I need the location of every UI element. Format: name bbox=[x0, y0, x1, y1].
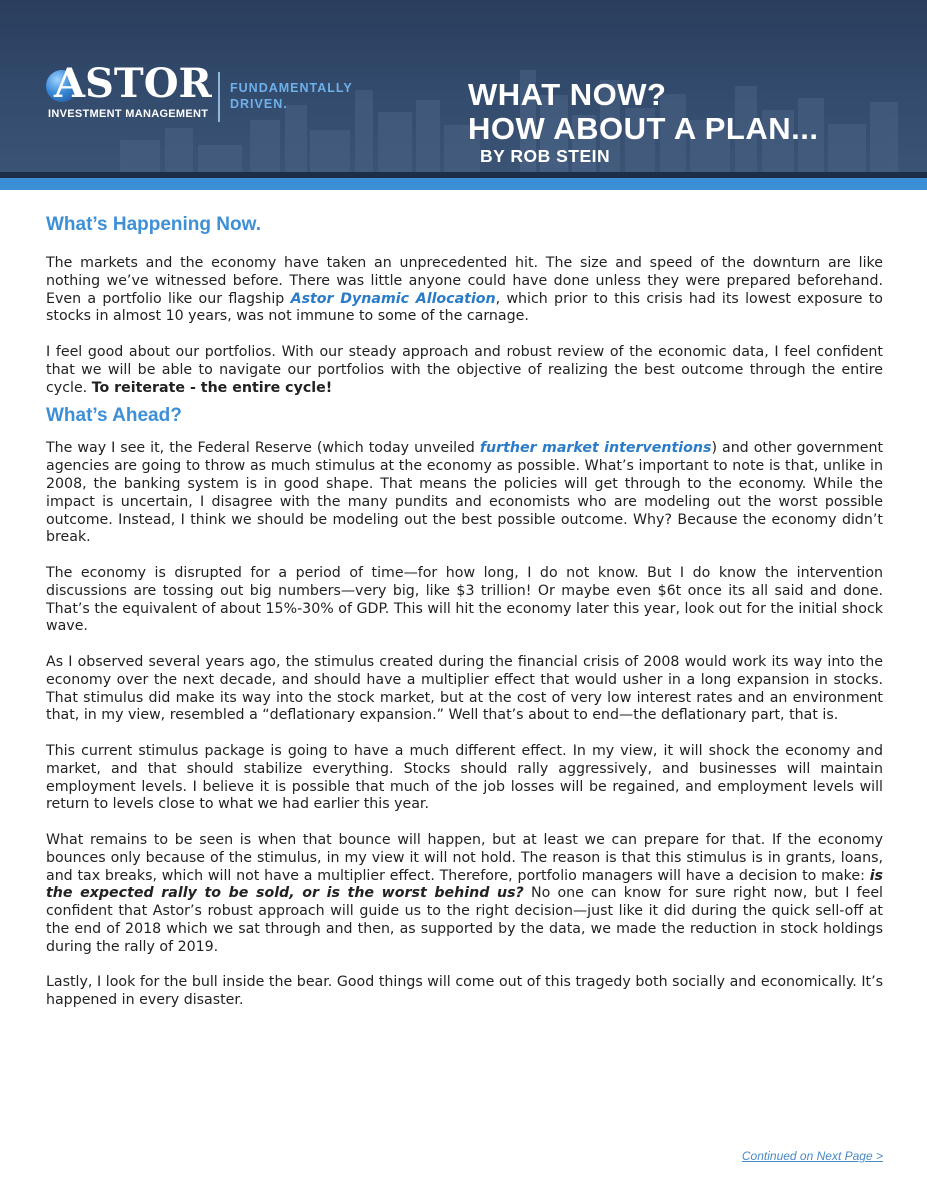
paragraph: As I observed several years ago, the stimulus created during the financial crisis of 2008 would work its way into the economy over the next decade, and should have a multiplier effect that would usher in a long expansion in stocks. That stimulus did make its way into the stock market, but at the cost of very low interest rates and an environment that, in my view, resembled a “deflationary expansion.” Well that’s about to end—the deflationary part, that is. bbox=[46, 653, 883, 724]
section-heading-happening-now: What’s Happening Now. bbox=[46, 214, 261, 235]
paragraph-text: No one can know for sure right now, but I feel confident that Astor’s robust approach will guide us to the right decision—just like it did during the quick sell-off at the end of 2018 which we sat through and then, as supported by the data, we made the reduction in stock holdings during the rally of 2019. bbox=[46, 885, 883, 955]
tagline-line-2: DRIVEN. bbox=[230, 97, 288, 111]
paragraph-text: I feel good about our portfolios. With our steady approach and robust review of the economic data, I feel confident that we will be able to navigate our portfolios with the objective of realizing the best outcome through the entire cycle. bbox=[46, 343, 883, 396]
logo-wordmark: ASTOR bbox=[54, 60, 212, 107]
header-divider-blue bbox=[0, 178, 927, 190]
header-banner bbox=[0, 0, 927, 190]
article-body bbox=[46, 212, 883, 1010]
paragraph-text: ) and other government agencies are going to throw as much stimulus at the economy as possible. What’s important to note is that, unlike in 2008, the banking system is in good shape. That means the policies will get through to the economy. While the impact is uncertain, I disagree with the many pundits and economists who are modeling out the worst possible outcome. Instead, I think we should be modeling out the best possible outcome. Why? Because the economy didn’t break. bbox=[46, 440, 884, 546]
paragraph-text: , which prior to this crisis had its lowest exposure to stocks in almost 10 years, was not immune to some of the carnage. bbox=[46, 290, 883, 325]
astor-dynamic-allocation-link[interactable]: Astor Dynamic Allocation bbox=[290, 290, 496, 307]
tagline bbox=[230, 80, 353, 112]
tagline-line-1: FUNDAMENTALLY bbox=[230, 81, 353, 95]
emphasis-text: is the expected rally to be sold, or is the worst behind us? bbox=[46, 867, 883, 902]
title-line-1: WHAT NOW? bbox=[468, 77, 667, 112]
paragraph bbox=[46, 440, 883, 547]
page-title bbox=[468, 78, 818, 146]
paragraph-text: The markets and the economy have taken an unprecedented hit. The size and speed of the downturn are like nothing we’ve witnessed before. There was little anyone could have done unless they were prepared beforehand. Even a portfolio like our flagship bbox=[46, 255, 883, 307]
paragraph bbox=[46, 832, 883, 957]
continued-next-page-link[interactable]: Continued on Next Page > bbox=[741, 1149, 883, 1163]
paragraph: This current stimulus package is going to have a much different effect. In my view, it will shock the economy and market, and that should stabilize everything. Stocks should rally aggressively, and businesses will maintain employment levels. I believe it is possible that much of the job losses will be regained, and employment levels will return to levels close to what we had earlier this year. bbox=[46, 742, 883, 813]
paragraph bbox=[46, 255, 883, 326]
logo-divider bbox=[218, 72, 220, 122]
section-heading-whats-ahead: What’s Ahead? bbox=[46, 405, 182, 427]
paragraph-text: What remains to be seen is when that bounce will happen, but at least we can prepare for that. If the economy bounces only because of the stimulus, in my view it will not hold. The reason is that this stimulus is in grants, loans, and tax breaks, which will not have a multiplier effect. Therefore, portfolio managers will have a decision to make: bbox=[46, 831, 883, 884]
logo-subtitle: INVESTMENT MANAGEMENT bbox=[48, 108, 209, 120]
title-line-2: HOW ABOUT A PLAN... bbox=[468, 111, 819, 146]
paragraph: The economy is disrupted for a period of time—for how long, I do not know. But I do know the intervention discussions are tossing out big numbers—very big, like $3 trillion! Or maybe even $6t once its all said and done. That’s the equivalent of about 15%-30% of GDP. This will hit the economy later this year, look out for the initial shock wave. bbox=[46, 564, 883, 635]
byline: BY ROB STEIN bbox=[480, 146, 611, 166]
emphasis-text: To reiterate - the entire cycle! bbox=[91, 379, 333, 396]
paragraph-text: The way I see it, the Federal Reserve (which today unveiled bbox=[46, 440, 480, 457]
further-market-interventions-link[interactable]: further market interventions bbox=[479, 440, 712, 457]
paragraph bbox=[46, 344, 883, 397]
paragraph: Lastly, I look for the bull inside the bear. Good things will come out of this tragedy both socially and economically. It’s happened in every disaster. bbox=[46, 974, 883, 1009]
